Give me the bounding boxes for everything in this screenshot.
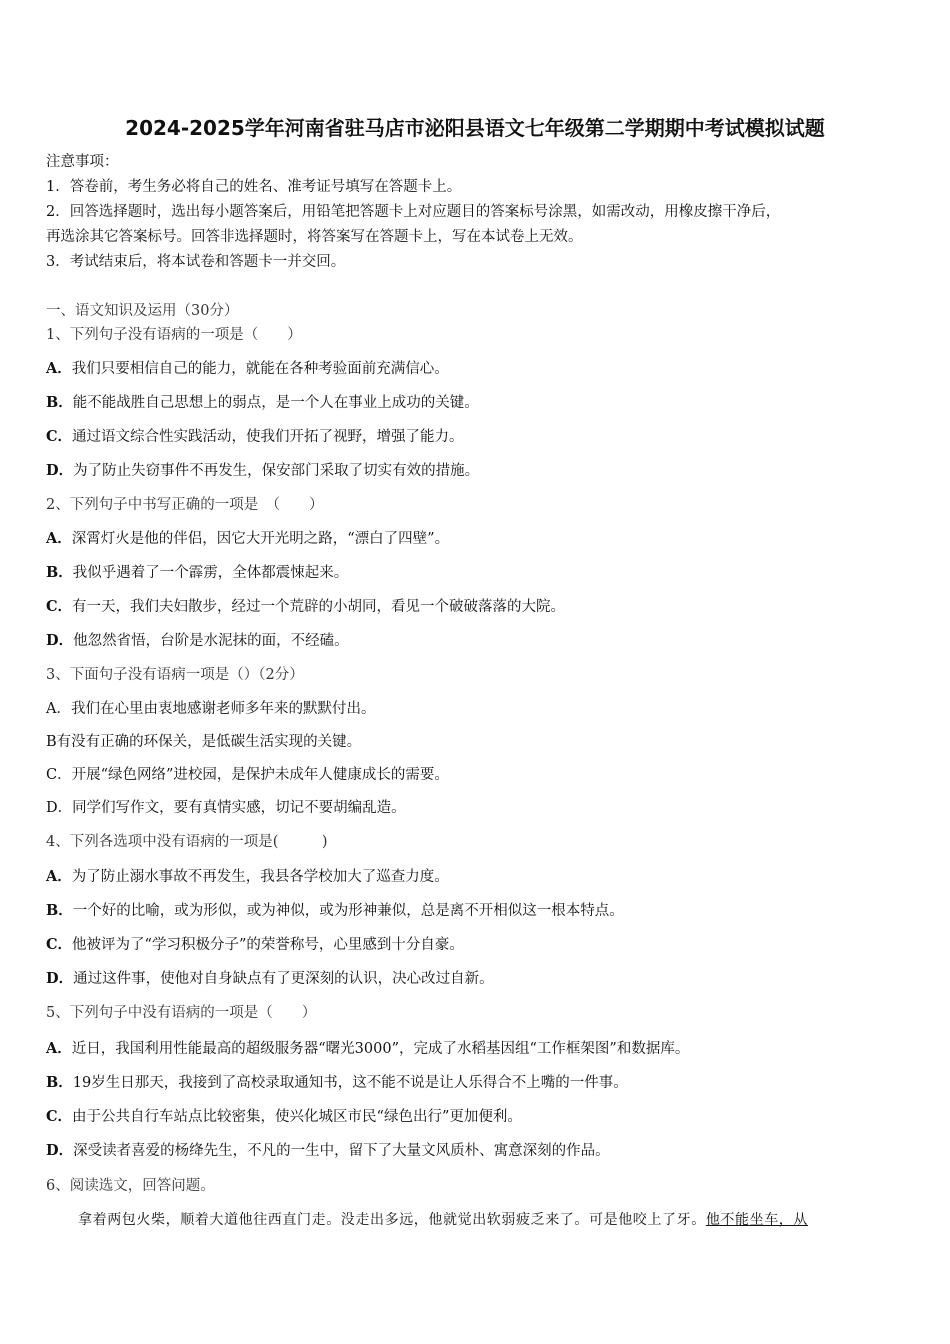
option-label: C．: [46, 936, 73, 953]
question-1-stem: 1、下列句子没有语病的一项是（ ）: [46, 327, 302, 343]
q2-option-b: [46, 563, 348, 583]
q5-option-a: [46, 1039, 689, 1059]
passage-text: 拿着两包火柴，顺着大道他往西直门走。没走出多远，他就觉出软弱疲乏来了。可是他咬上了牙。: [78, 1212, 706, 1228]
option-label: B．: [46, 564, 73, 581]
option-label: A．: [46, 701, 71, 717]
q5-option-d: [46, 1141, 610, 1161]
option-text: 我似乎遇着了一个霹雳，全体都震悚起来。: [72, 565, 349, 581]
option-label: D．: [46, 800, 73, 816]
q4-option-a: [46, 867, 449, 887]
option-label: B．: [46, 902, 73, 919]
option-text: 一个好的比喻，或为形似，或为神似，或为形神兼似，总是离不开相似这一根本特点。: [72, 903, 624, 919]
notice-item-1: 1．答卷前，考生务必将自己的姓名、准考证号填写在答题卡上。: [46, 179, 462, 195]
reading-passage: [78, 1210, 808, 1230]
option-text: 我们只要相信自己的能力，就能在各种考验面前充满信心。: [71, 361, 449, 377]
option-text: 有一天，我们夫妇散步，经过一个荒辟的小胡同，看见一个破破落落的大院。: [72, 599, 566, 615]
option-label: A．: [46, 360, 72, 377]
option-text: 开展“绿色网络”进校园，是保护未成年人健康成长的需要。: [71, 767, 449, 783]
option-label: D．: [46, 632, 74, 649]
option-label: C．: [46, 1108, 73, 1125]
option-text: 为了防止溺水事故不再发生，我县各学校加大了巡查力度。: [71, 869, 449, 885]
option-label: A．: [46, 1040, 72, 1057]
option-text: 通过语文综合性实践活动，使我们开拓了视野，增强了能力。: [72, 429, 464, 445]
notice-item-2-cont: 再选涂其它答案标号。回答非选择题时，将答案写在答题卡上，写在本试卷上无效。: [46, 229, 583, 245]
option-text: 有没有正确的环保关，是低碳生活实现的关键。: [56, 734, 362, 750]
option-label: D．: [46, 462, 74, 479]
q3-option-c: [46, 765, 449, 785]
option-label: D．: [46, 1142, 74, 1159]
option-text: 他忽然省悟，台阶是水泥抹的面，不经磕。: [73, 633, 349, 649]
option-text: 同学们写作文，要有真情实感，切记不要胡编乱造。: [72, 800, 406, 816]
option-text: 深受读者喜爱的杨绛先生，不凡的一生中，留下了大量文风质朴、寓意深刻的作品。: [73, 1143, 610, 1159]
notice-heading: 注意事项：: [46, 154, 119, 170]
q3-option-a: [46, 699, 375, 719]
q3-option-d: [46, 798, 406, 818]
q2-option-c: [46, 597, 565, 617]
notice-item-3: 3．考试结束后，将本试卷和答题卡一并交回。: [46, 254, 346, 270]
option-text: 为了防止失窃事件不再发生，保安部门采取了切实有效的措施。: [73, 463, 480, 479]
option-text: 19岁生日那天，我接到了高校录取通知书，这不能不说是让人乐得合不上嘴的一件事。: [72, 1075, 628, 1091]
q4-option-d: [46, 969, 494, 989]
q2-option-d: [46, 631, 349, 651]
option-text: 通过这件事，使他对自身缺点有了更深刻的认识，决心改过自新。: [73, 971, 494, 987]
option-label: C．: [46, 598, 73, 615]
question-2-stem: 2、下列句子中书写正确的一项是 （ ）: [46, 497, 324, 513]
question-5-stem: 5、下列句子中没有语病的一项是（ ）: [46, 1005, 317, 1021]
question-4-stem: 4、下列各选项中没有语病的一项是( ): [46, 834, 328, 850]
q1-option-a: [46, 359, 449, 379]
q2-option-a: [46, 529, 449, 549]
page-title: 2024-2025学年河南省驻马店市泌阳县语文七年级第二学期期中考试模拟试题: [125, 116, 825, 140]
section-heading: 一、语文知识及运用（30分）: [46, 303, 239, 319]
question-3-stem: 3、下面句子没有语病一项是（）（2分）: [46, 667, 304, 683]
option-label: B: [46, 734, 57, 750]
option-label: D．: [46, 970, 74, 987]
option-text: 能不能战胜自己思想上的弱点，是一个人在事业上成功的关键。: [72, 395, 479, 411]
option-label: A．: [46, 530, 72, 547]
q4-option-b: [46, 901, 624, 921]
option-label: B．: [46, 1074, 73, 1091]
q1-option-d: [46, 461, 479, 481]
q5-option-b: [46, 1073, 628, 1093]
option-text: 近日，我国利用性能最高的超级服务器“曙光3000”，完成了水稻基因组“工作框架图”和数据库。: [71, 1041, 690, 1057]
option-label: A．: [46, 868, 72, 885]
option-text: 深霄灯火是他的伴侣，因它大开光明之路，“漂白了四壁”。: [71, 531, 450, 547]
option-label: B．: [46, 394, 73, 411]
notice-item-2: 2．回答选择题时，选出每小题答案后，用铅笔把答题卡上对应题目的答案标号涂黑，如需改动，用橡皮擦干净后，: [46, 204, 781, 220]
option-label: C．: [46, 428, 73, 445]
q5-option-c: [46, 1107, 522, 1127]
option-text: 我们在心里由衷地感谢老师多年来的默默付出。: [70, 701, 376, 717]
option-text: 他被评为了“学习积极分子”的荣誉称号，心里感到十分自豪。: [72, 937, 464, 953]
question-6-stem: 6、阅读选文，回答问题。: [46, 1178, 215, 1194]
option-label: C．: [46, 767, 72, 783]
option-text: 由于公共自行车站点比较密集，使兴化城区市民“绿色出行”更加便利。: [72, 1109, 522, 1125]
q3-option-b: [46, 732, 361, 752]
q1-option-b: [46, 393, 479, 413]
q4-option-c: [46, 935, 464, 955]
passage-underlined-text: 他不能坐车，从: [705, 1212, 809, 1228]
q1-option-c: [46, 427, 464, 447]
